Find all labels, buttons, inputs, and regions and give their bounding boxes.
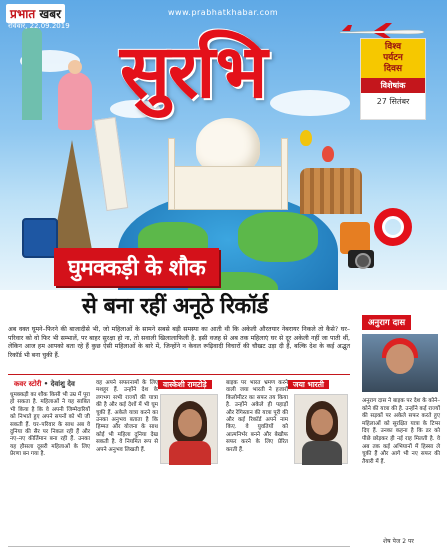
leaning-tower-illustration (94, 117, 129, 211)
taj-mahal-illustration (168, 118, 288, 210)
colosseum-illustration (300, 168, 362, 214)
hot-air-balloon-icon (300, 130, 312, 146)
profile-name-1: वास्केशी रामटोड़े (158, 380, 212, 389)
profile-photo-2 (294, 394, 348, 464)
lifebuoy-icon (374, 208, 412, 246)
byline: कवर स्टोरी • देवांशु देव (14, 380, 75, 388)
badge-date: 27 सितंबर (376, 97, 410, 106)
magazine-title: सुरभि (120, 29, 266, 115)
headline-line-2: से बना रहीं अनूठे रिकॉर्ड (82, 294, 268, 319)
profile-text-1: वह अपने सफरनामों के लिए मशहूर हैं. उन्होंने देश के लगभग सभी राज्यों की यात्रा की है और कई देशों में भी घूम चुकी हैं. अकेले यात्रा करने का उनका अनुभव बताता है कि हिम्मत और योजना के साथ कोई भी महिला दुनिया देख सकती है. वे नियमित रूप से अपने अनुभव लिखती हैं. (96, 380, 158, 453)
bottom-divider (8, 546, 350, 547)
camera-icon (348, 250, 374, 268)
eiffel-tower-illustration (52, 140, 92, 250)
issue-date: रविवार, 22.09.2019 (8, 22, 70, 30)
world-tourism-day-badge (360, 38, 426, 120)
cloud (270, 90, 350, 116)
headline-line-1: घुमक्कड़ी के शौक (54, 248, 219, 286)
sidebar-photo (362, 334, 438, 392)
website-url: www.prabhatkhabar.com (168, 8, 279, 17)
main-article-column: धुमक्कड़ी का शौक किसी भी उम्र में पूरा हो सकता है. महिलाओं ने यह साबित भी किया है कि वे अपनी जिम्मेदारियों को निभाते हुए अपने सपनों को भी जी सकती हैं. घर–परिवार के साथ अब वे दुनिया की सैर पर निकल रही हैं और नए–नए कीर्तिमान बना रही हैं. उनका यह हौसला दूसरी महिलाओं के लिए प्रेरणा बन गया है. (10, 392, 90, 458)
badge-heading: विश्व पर्यटन दिवस (361, 39, 425, 78)
statue-of-liberty-illustration (22, 28, 42, 120)
intro-paragraph: अब वक्त घूमने–फिरने की बाजादीसे भी, जो महिलाओं के सामने सबसे बड़ी समस्या का आती थी कि अकेली औरतयार नेबरायर निकले तो कैसे? घर–परिवार को वो फिर भी सम्भालें, पर बाहर सुरक्षा हो ना, तो सवाली खिलालाफिली है. इसी वजह से अब तक महिलाएं घर से दूर अकेली नहीं जा पाती थीं, लेकिन आज हम आपको बता रहे हैं कुछ ऐसी महिलाओं के बारे में, जिन्होंने न केवल रूढ़िवादी विचारों की चौखट उड़ा दी हैं, बल्कि देश के कई अद्भुत रिकॉर्ड भी बना चुकी हैं. (8, 326, 350, 359)
profile-text-2: बाइक पर भारत भ्रमण करने वाली जया भारती ने हजारों किलोमीटर का सफर तय किया है. उन्होंने अकेले ही पहाड़ों और रेगिस्तान की यात्रा पूरी की और कई रिकॉर्ड अपने नाम किए. वे युवतियों को आत्मनिर्भर बनने और बेखौफ सफर करने के लिए प्रेरित करती हैं. (226, 380, 288, 453)
profile-photo-1 (160, 394, 218, 464)
hot-air-balloon-icon (322, 146, 334, 162)
newspaper-logo: प्रभात खबर (6, 4, 65, 23)
sidebar-name-label: अनुराग दास (362, 315, 411, 330)
profile-name-2: जया भारती (288, 380, 329, 389)
suitcase-icon (22, 218, 58, 258)
sidebar-text: अनुराग दास ने बाइक पर देश के कोने–कोने की यात्रा की है. उन्होंने कई राज्यों की सड़कों पर अकेले सफर करते हुए महिलाओं को सुरक्षित यात्रा के टिप्स दिए हैं. उनका कहना है कि डर को पीछे छोड़कर ही नई राह मिलती है. वे अब तक कई अभियानों में हिस्सा ले चुकी हैं और आगे भी नए सफर की तैयारी में हैं. (362, 398, 440, 465)
traveller-woman-illustration (58, 72, 92, 130)
badge-label: विशेषांक (361, 78, 425, 93)
divider (8, 374, 350, 375)
continued-note: शेष पेज 2 पर (383, 538, 414, 545)
